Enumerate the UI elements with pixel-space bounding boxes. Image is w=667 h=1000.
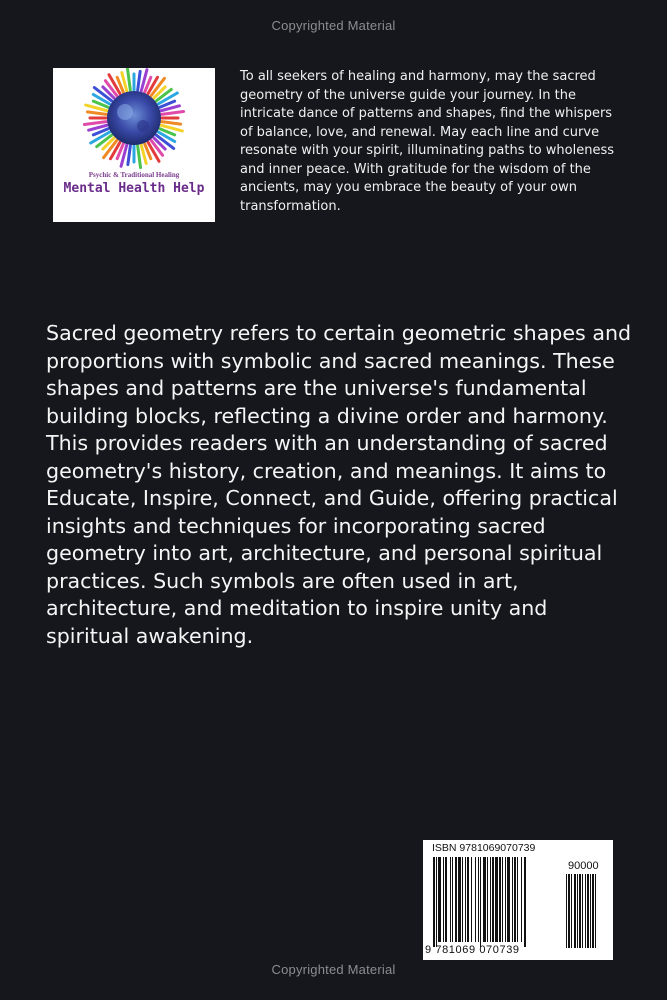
price-code: 90000 [568, 860, 599, 872]
copyright-watermark-bottom: Copyrighted Material [271, 962, 396, 977]
logo-emblem-icon [53, 68, 215, 222]
logo-subtitle: Psychic & Traditional Healing [88, 171, 180, 179]
isbn-barcode [423, 840, 613, 960]
book-description: Sacred geometry refers to certain geometric shapes and proportions with symbolic and sacred meanings. These shapes and patterns are the universe's fundamental building blocks, reflecting a divine order and harmony. This provides readers with an understanding of sacred geometry's history, creation, and meanings. It aims to Educate, Inspire, Connect, and Guide, offering practical insights and techniques for incorporating sacred geometry into art, architecture, and personal spiritual practices. Such symbols are often used in art, architecture, and meditation to inspire unity and spiritual awakening. [46, 321, 632, 648]
dedication-text: To all seekers of healing and harmony, may the sacred geometry of the universe guide your journey. In the intricate dance of patterns and shapes, find the whispers of balance, love, and renewal. May each line and curve resonate with your spirit, illuminating paths to wholeness and inner peace. With gratitude for the wisdom of the ancients, may you embrace the beauty of your own transformation. [240, 69, 614, 214]
isbn-label: ISBN 9781069070739 [432, 842, 536, 854]
logo-title: Mental Health Help [63, 181, 205, 196]
isbn-digits: 9 781069 070739 [425, 944, 520, 956]
mental-health-help-logo [53, 68, 215, 222]
barcode-bars [423, 840, 613, 960]
copyright-watermark-top: Copyrighted Material [271, 18, 396, 33]
